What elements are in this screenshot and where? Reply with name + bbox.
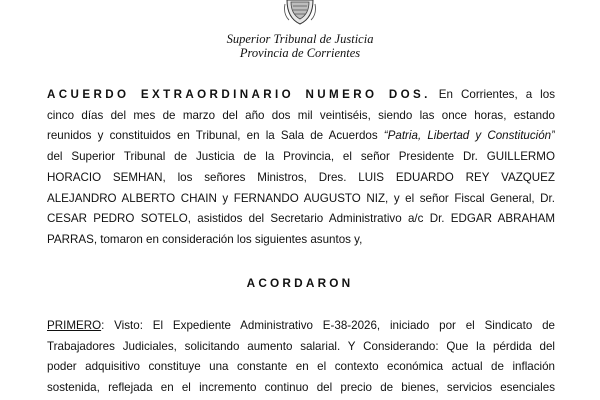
paragraph-line: sostenida, reflejada en el incremento continuo del precio de bienes, servicios esenciales [47,381,555,395]
coat-of-arms-icon [283,0,317,26]
paragraph-line: PARRAS, tomaron en consideración los siguientes asuntos y, [47,232,363,246]
paragraph-line: CESAR PEDRO SOTELO, asistidos del Secretario Administrativo a/c Dr. EDGAR ABRAHAM [47,212,555,226]
paragraph-line: cinco días del mes de marzo del año dos mil veintiséis, siendo las once horas, estando [47,108,555,122]
primero-paragraph [47,316,555,399]
section-heading: ACORDARON [246,276,354,290]
letterhead-province: Provincia de Corrientes [239,46,361,60]
paragraph-line: del Superior Tribunal de Justicia de la Provincia, el señor Presidente Dr. GUILLERMO [47,150,555,164]
paragraph-line: HORACIO SEMHAN, los señores Ministros, Dres. LUIS EDUARDO REY VAZQUEZ [47,170,555,184]
line-text: En Corrientes, a los [430,88,555,101]
acuerdo-paragraph [47,85,555,251]
line-text: reunidos y constituidos en Tribunal, en la Sala de Acuerdos [47,129,384,143]
paragraph-line: Trabajadores Judiciales, solicitando aumento salarial. Y Considerando: Que la pérdida del [47,339,555,353]
letterhead-court-name: Superior Tribunal de Justicia [226,32,374,46]
paragraph-line [47,85,555,106]
paragraph-line: ALEJANDRO ALBERTO CHAIN y FERNANDO AUGUSTO NIZ, y el señor Fiscal General, Dr. [47,191,555,205]
paragraph-line: poder adquisitivo constituye una constante en el contexto económica actual de inflación [47,360,555,374]
acuerdo-title: ACUERDO EXTRAORDINARIO NUMERO DOS. [47,88,431,101]
line-text: : Visto: El Expediente Administrativo E-38-2026, iniciado por el Sindicato de [101,319,555,332]
paragraph-line [47,316,555,337]
motto-quote: “Patria, Libertad y Constitución” [383,129,555,143]
primero-label: PRIMERO [47,319,102,332]
paragraph-line [47,126,555,147]
